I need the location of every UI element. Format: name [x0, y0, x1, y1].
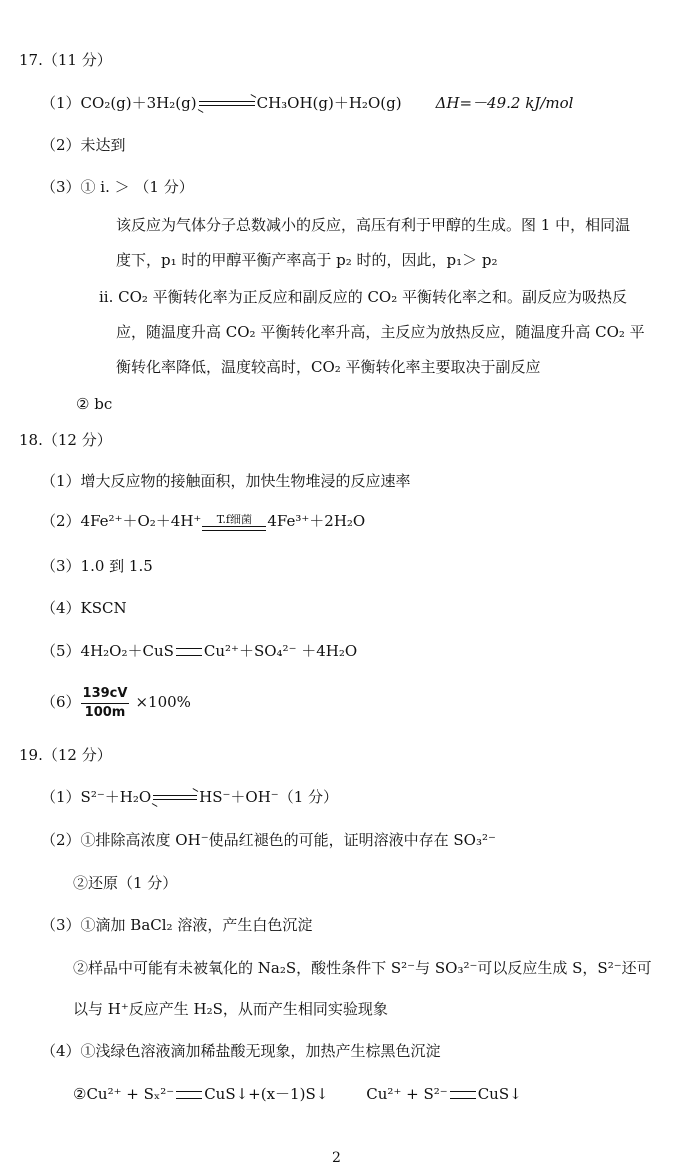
q19-p4-2-b-left: Cu²⁺ + S²⁻: [366, 1085, 448, 1103]
q19-p4-2: [73, 1083, 522, 1105]
q19-p4-1: （4）①浅绿色溶液滴加稀盐酸无现象，加热产生棕黑色沉淀: [41, 1042, 441, 1060]
q17-p1-label: （1）: [41, 94, 81, 112]
q19-p4-2-left: ②Cu²⁺ + Sₓ²⁻: [73, 1085, 175, 1103]
q17-p3-ii1: ii. CO₂ 平衡转化率为正反应和副反应的 CO₂ 平衡转化率之和。副反应为吸热反: [99, 288, 628, 306]
q17-p1-dh: ΔH=－49.2 kJ/mol: [435, 94, 574, 112]
q19-p3-2: ②样品中可能有未被氧化的 Na₂S，酸性条件下 S²⁻与 SO₃²⁻可以反应生成 S，S²⁻还可: [73, 959, 652, 977]
q17-p1-eq-right: CH₃OH(g)＋H₂O(g): [256, 94, 402, 112]
equals-sign-icon: [176, 648, 202, 656]
q19-p3-1: （3）①滴加 BaCl₂ 溶液，产生白色沉淀: [41, 916, 313, 934]
q18-p2-left: （2）4Fe²⁺＋O₂＋4H⁺: [41, 512, 202, 530]
q18-p5-right: Cu²⁺＋SO₄²⁻ ＋4H₂O: [203, 642, 358, 660]
q17-p1-eq-left: CO₂(g)＋3H₂(g): [80, 94, 197, 112]
q18-part2: [41, 510, 365, 532]
q18-part5: [41, 640, 357, 662]
q18-part4: （4）KSCN: [41, 599, 127, 617]
fraction: [81, 685, 130, 722]
fraction-numerator: 139cV: [81, 685, 130, 704]
q19-p3-3: 以与 H⁺反应产生 H₂S，从而产生相同实验现象: [73, 1000, 388, 1018]
q17-part3-label: （3）① i. ＞ （1 分）: [41, 178, 194, 196]
reaction-condition-arrow: [202, 514, 266, 531]
q18-part6: [41, 683, 191, 722]
q17-p3-ii3: 衡转化率降低，温度较高时，CO₂ 平衡转化率主要取决于副反应: [116, 358, 541, 376]
q19-p2-1: （2）①排除高浓度 OH⁻使品红褪色的可能，证明溶液中存在 SO₃²⁻: [41, 831, 496, 849]
q17-header: 17.（11 分）: [19, 51, 112, 69]
equals-sign-icon: [176, 1091, 202, 1099]
q17-p3-ii2: 应，随温度升高 CO₂ 平衡转化率升高，主反应为放热反应，随温度升高 CO₂ 平: [116, 323, 645, 341]
q19-p4-2-b-right: CuS↓: [477, 1085, 522, 1103]
q18-header: 18.（12 分）: [19, 431, 112, 449]
q19-p2-2: ②还原（1 分）: [73, 874, 178, 892]
q19-p1-right: HS⁻＋OH⁻（1 分）: [199, 788, 339, 806]
q18-p6-tail: ×100%: [135, 693, 191, 711]
q17-part2: （2）未达到: [41, 136, 126, 154]
equals-sign-icon: [450, 1091, 476, 1099]
q17-p3-2: ② bc: [76, 395, 113, 413]
fraction-denominator: 100m: [84, 704, 126, 720]
q19-p1-left: （1）S²⁻＋H₂O: [41, 788, 152, 806]
equilibrium-arrow-icon: [153, 793, 197, 803]
q17-p3-text2: 度下，p₁ 时的甲醇平衡产率高于 p₂ 时的，因此，p₁＞ p₂: [116, 251, 498, 269]
q19-p4-2-mid: CuS↓+(x－1)S↓: [204, 1085, 329, 1103]
page-number: 2: [332, 1150, 341, 1166]
equilibrium-arrow-icon: [199, 99, 255, 109]
q18-part1: （1）增大反应物的接触面积，加快生物堆浸的反应速率: [41, 472, 411, 490]
q18-p6-label: （6）: [41, 693, 81, 711]
q18-part3: （3）1.0 到 1.5: [41, 557, 153, 575]
q18-p2-right: 4Fe³⁺＋2H₂O: [267, 512, 366, 530]
q18-p5-left: （5）4H₂O₂＋CuS: [41, 642, 174, 660]
q17-part1: [41, 92, 573, 114]
q17-p3-text1: 该反应为气体分子总数减小的反应，高压有利于甲醇的生成。图 1 中，相同温: [116, 216, 631, 234]
q19-header: 19.（12 分）: [19, 746, 112, 764]
q18-p2-condition: T.f细菌: [216, 512, 252, 526]
q19-part1: [41, 786, 338, 808]
